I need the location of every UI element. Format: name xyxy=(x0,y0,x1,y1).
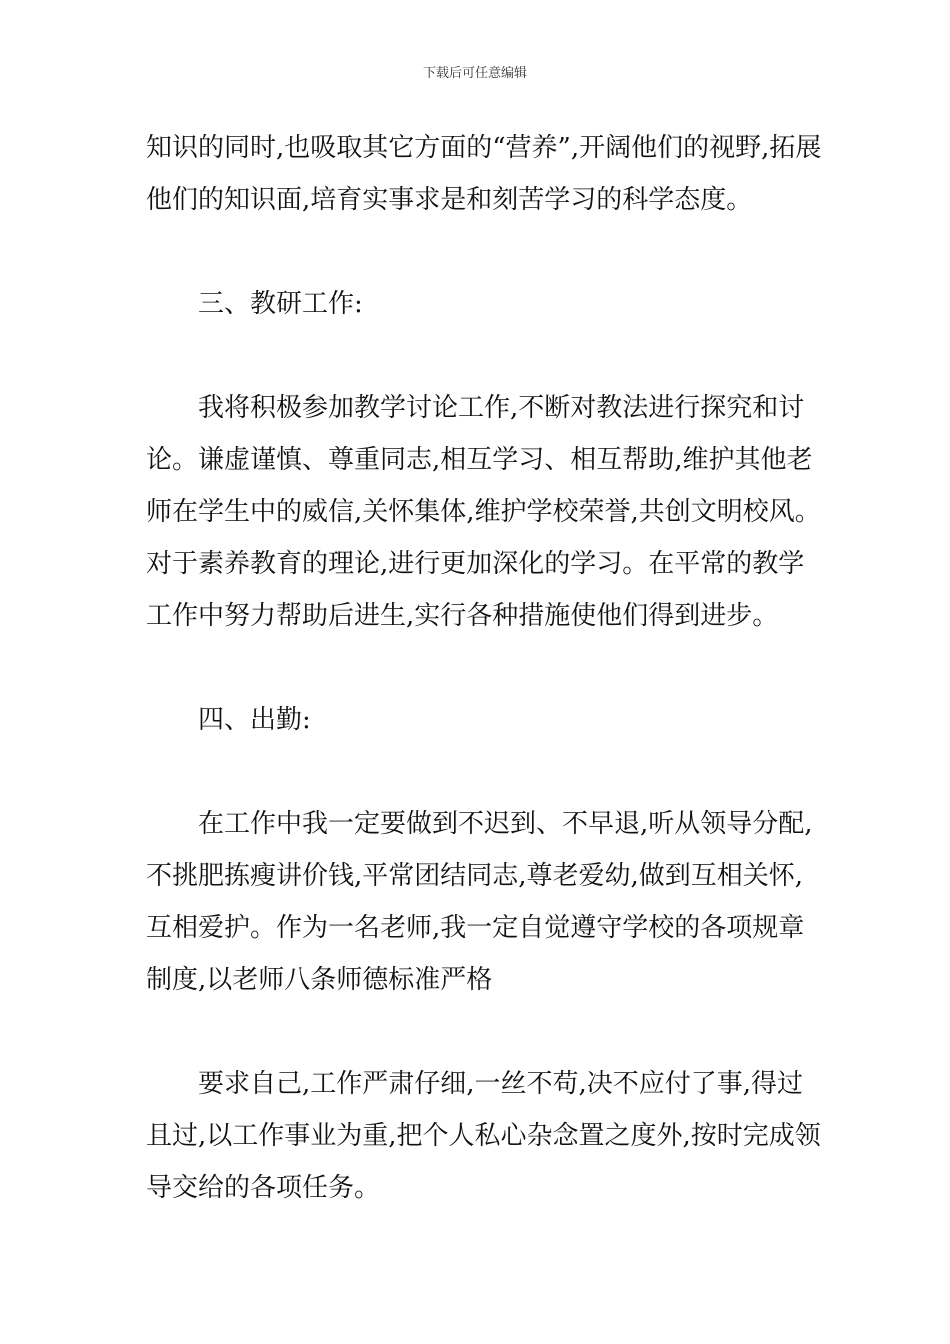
paragraph-attendance: 在工作中我一定要做到不迟到、不早退,听从领导分配,不挑肥拣瘦讲价钱,平常团结同志,尊老爱幼,做到互相关怀,互相爱护。作为一名老师,我一定自觉遵守学校的各项规章制度,以老师八条师德标准严格 xyxy=(146,809,813,995)
paragraph-teaching-research: 我将积极参加教学讨论工作,不断对教法进行探究和讨论。谦虚谨慎、尊重同志,相互学习、相互帮助,维护其他老师在学生中的威信,关怀集体,维护学校荣誉,共创文明校风。对于素养教育的理论,进行更加深化的学习。在平常的教学工作中努力帮助后进生,实行各种措施使他们得到进步。 xyxy=(146,393,821,631)
document-body xyxy=(146,122,822,1214)
section-heading-attendance: 四、出勤: xyxy=(198,705,311,735)
page-header-note: 下载后可任意编辑 xyxy=(422,66,527,81)
paragraph-continuation: 知识的同时,也吸取其它方面的“营养”,开阔他们的视野,拓展他们的知识面,培育实事求是和刻苦学习的科学态度。 xyxy=(146,133,822,215)
section-heading-teaching-research: 三、教研工作: xyxy=(198,289,363,319)
paragraph-requirements: 要求自己,工作严肃仔细,一丝不苟,决不应付了事,得过且过,以工作事业为重,把个人私心杂念置之度外,按时完成领导交给的各项任务。 xyxy=(146,1069,821,1203)
